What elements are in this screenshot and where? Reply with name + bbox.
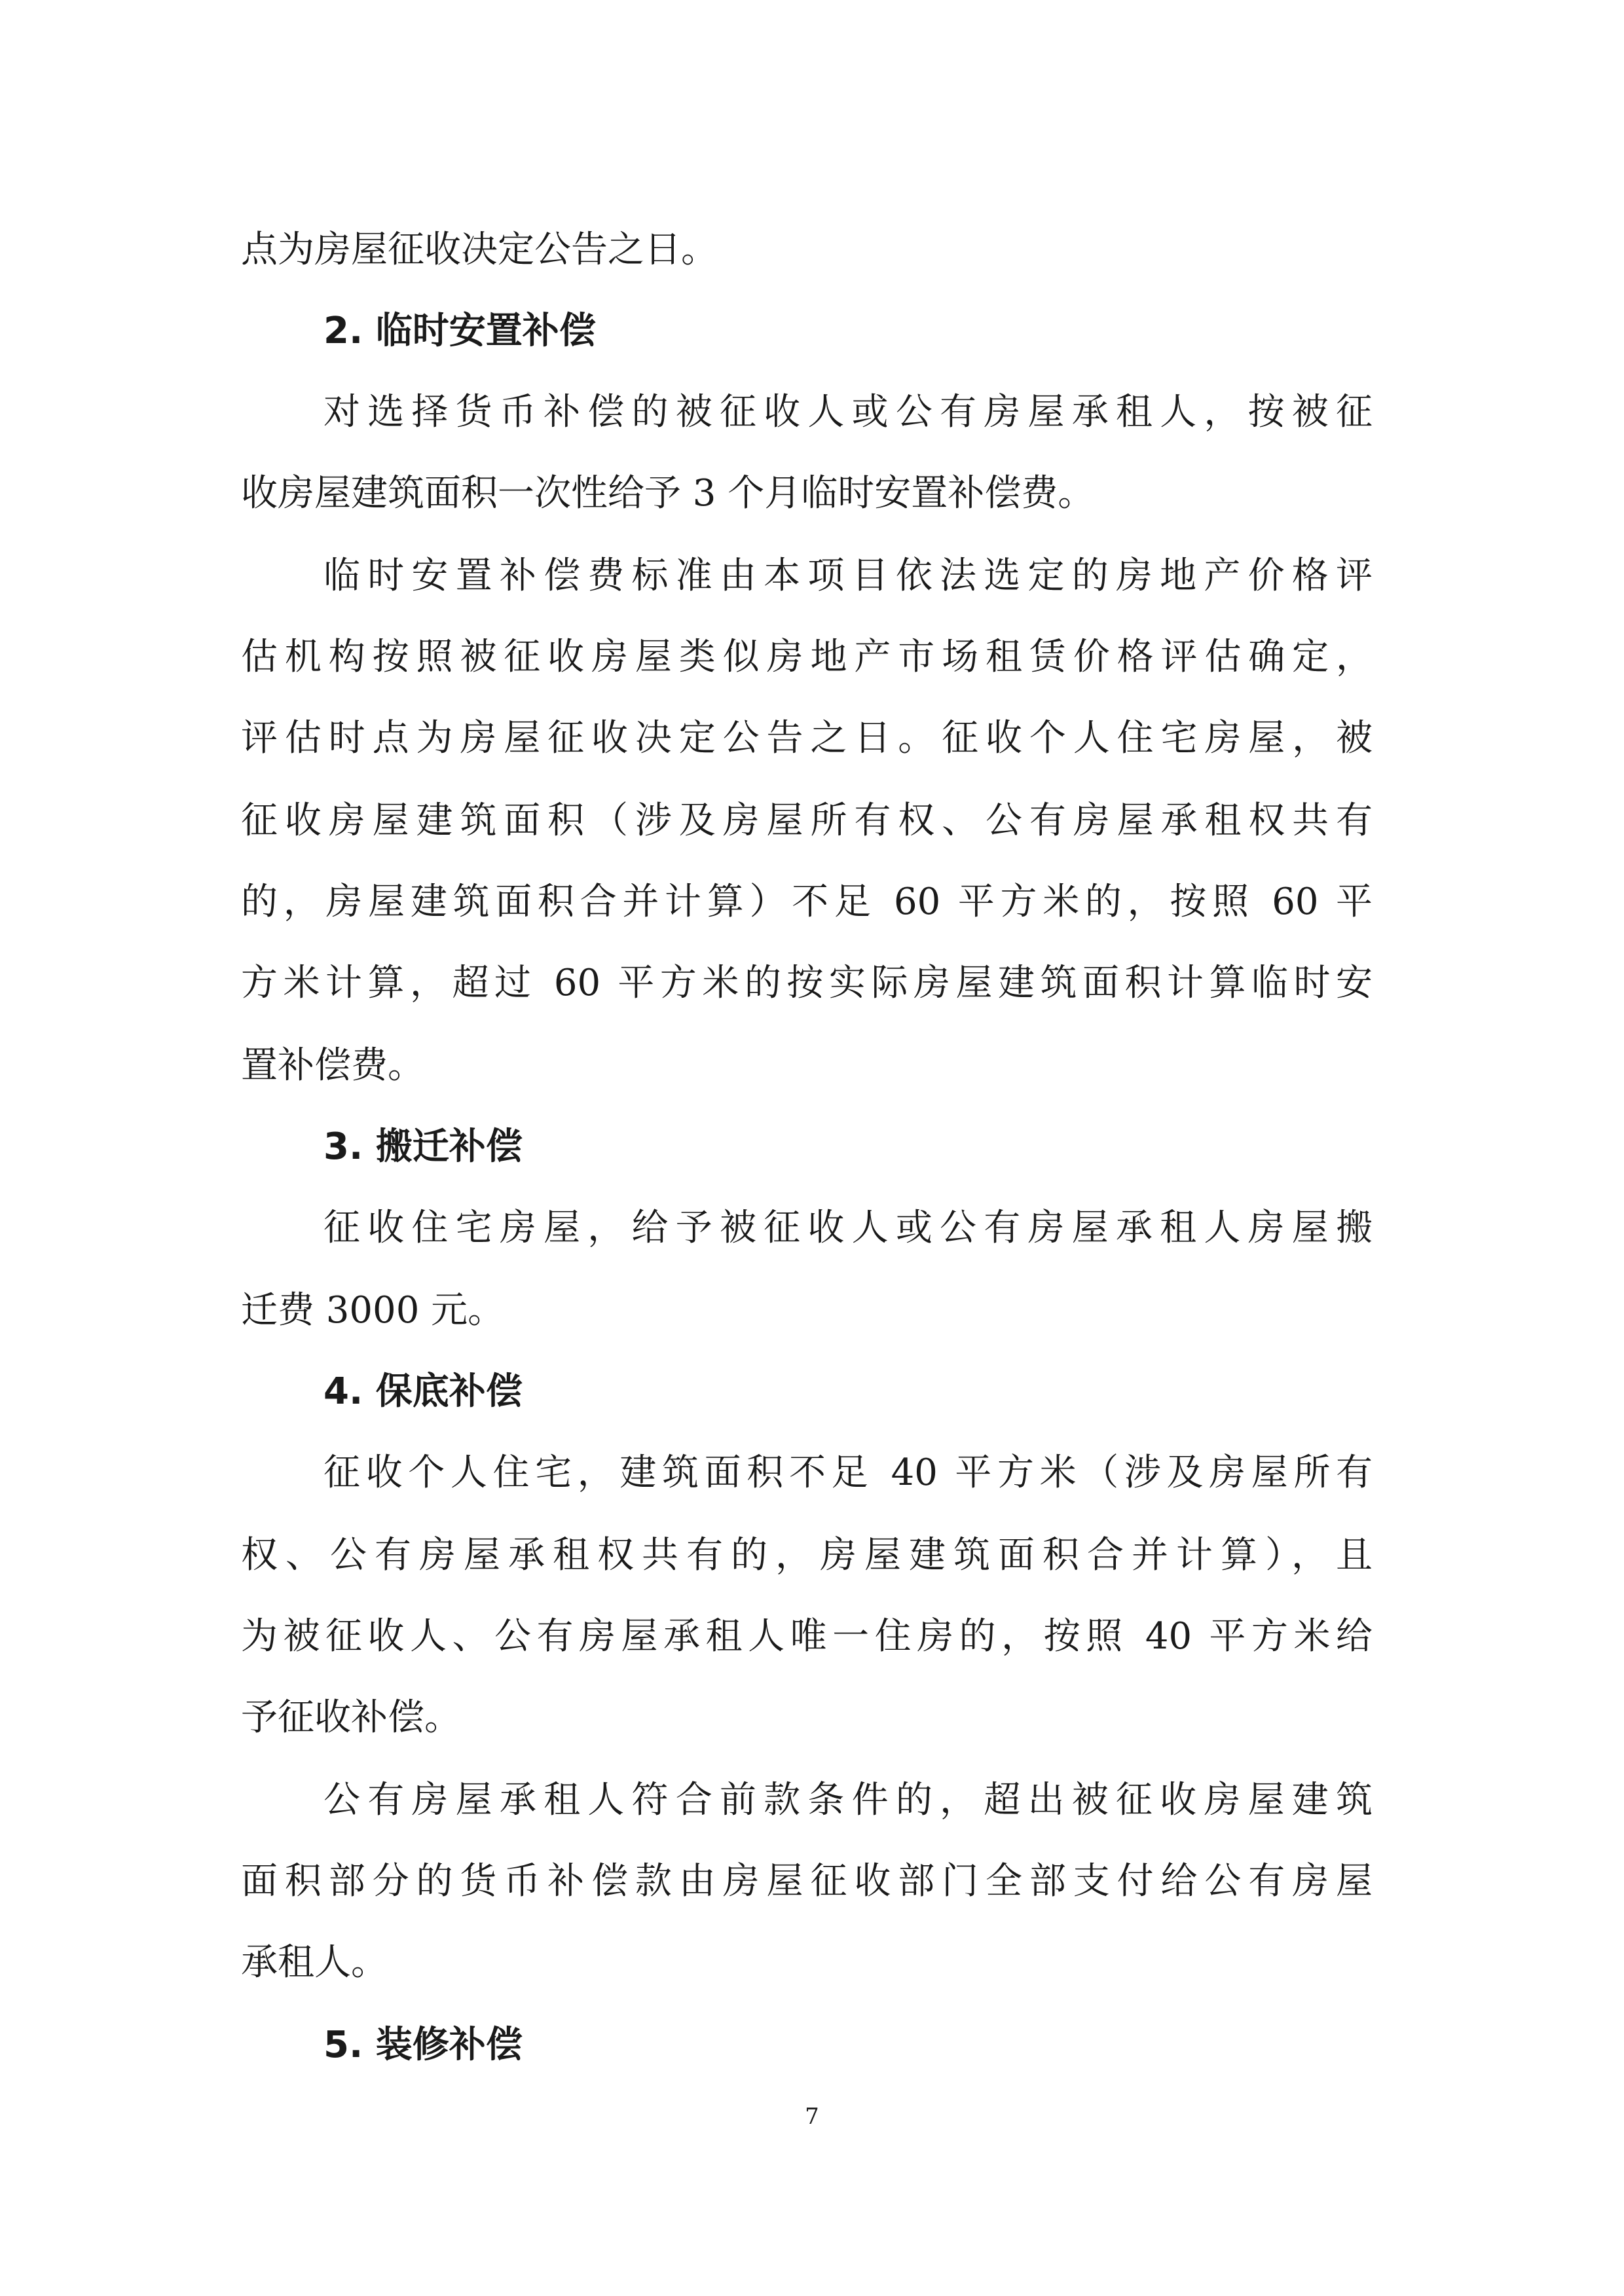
body-line [0, 1449, 1624, 1497]
section-heading-3 [0, 1123, 1624, 1171]
body-line [0, 1532, 1624, 1579]
line-text: 征收个人住宅，建筑面积不足 40 平方米（涉及房屋所有 [323, 1451, 1373, 1494]
line-text: 收房屋建筑面积一次性给予 3 个月临时安置补偿费。 [241, 472, 1095, 515]
body-line [0, 1858, 1624, 1905]
line-text: 予征收补偿。 [241, 1696, 461, 1739]
line-text: 评估时点为房屋征收决定公告之日。征收个人住宅房屋，被 [241, 717, 1373, 759]
line-text: 迁费 3000 元。 [241, 1289, 505, 1332]
section-heading-4 [0, 1368, 1624, 1415]
body-line [0, 1939, 1624, 1986]
line-text: 临时安置补偿费标准由本项目依法选定的房地产价格评 [323, 555, 1373, 597]
heading-text: 4. 保底补偿 [323, 1370, 523, 1413]
line-text: 面积部分的货币补偿款由房屋征收部门全部支付给公有房屋 [241, 1860, 1373, 1903]
body-line [0, 1287, 1624, 1334]
line-text: 对选择货币补偿的被征收人或公有房屋承租人，按被征 [323, 391, 1373, 433]
body-line [0, 879, 1624, 926]
body-line [0, 715, 1624, 762]
line-text: 为被征收人、公有房屋承租人唯一住房的，按照 40 平方米给 [241, 1615, 1373, 1658]
line-text: 置补偿费。 [241, 1044, 424, 1087]
body-line [0, 227, 1624, 274]
heading-text: 5. 装修补偿 [323, 2024, 523, 2066]
line-text: 点为房屋征收决定公告之日。 [241, 228, 718, 271]
body-line [0, 634, 1624, 681]
body-line [0, 797, 1624, 845]
line-text: 公有房屋承租人符合前款条件的，超出被征收房屋建筑 [323, 1779, 1373, 1821]
line-text: 承租人。 [241, 1941, 388, 1984]
line-text: 征收房屋建筑面积（涉及房屋所有权、公有房屋承租权共有 [241, 799, 1373, 842]
body-line [0, 553, 1624, 600]
line-text: 方米计算，超过 60 平方米的按实际房屋建筑面积计算临时安 [241, 962, 1373, 1004]
heading-text: 3. 搬迁补偿 [323, 1125, 523, 1168]
body-line [0, 389, 1624, 436]
section-heading-2 [0, 308, 1624, 355]
body-line [0, 1205, 1624, 1252]
body-line [0, 1042, 1624, 1089]
line-text: 权、公有房屋承租权共有的，房屋建筑面积合并计算），且 [241, 1534, 1373, 1576]
section-heading-5 [0, 2022, 1624, 2069]
body-line [0, 960, 1624, 1007]
body-line [0, 1694, 1624, 1741]
line-text: 征收住宅房屋，给予被征收人或公有房屋承租人房屋搬 [323, 1207, 1373, 1249]
line-text: 的，房屋建筑面积合并计算）不足 60 平方米的，按照 60 平 [241, 881, 1373, 923]
body-line [0, 470, 1624, 517]
body-line [0, 1777, 1624, 1824]
body-line [0, 1613, 1624, 1660]
heading-text: 2. 临时安置补偿 [323, 310, 596, 352]
line-text: 估机构按照被征收房屋类似房地产市场租赁价格评估确定， [241, 636, 1373, 678]
page-number: 7 [805, 2104, 819, 2130]
